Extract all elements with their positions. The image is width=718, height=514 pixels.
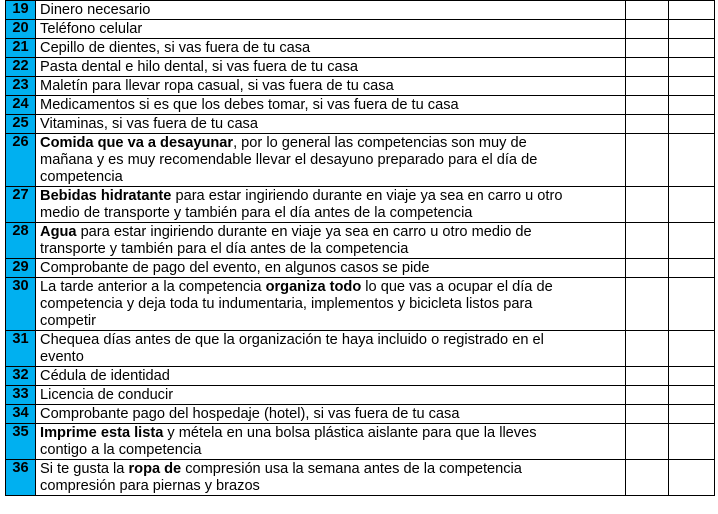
text-segment: Chequea días antes de que la organización te haya incluido o registrado en el <box>40 332 544 348</box>
item-number: 34 <box>6 405 36 424</box>
checklist-body <box>6 1 715 496</box>
table-row <box>6 1 715 20</box>
table-row <box>6 405 715 424</box>
check-cell[interactable] <box>625 405 668 424</box>
check-cell[interactable] <box>668 1 714 20</box>
bold-text: Agua <box>40 224 77 240</box>
item-description <box>36 386 626 405</box>
text-segment: Teléfono celular <box>40 21 143 37</box>
check-cell[interactable] <box>668 77 714 96</box>
check-cell[interactable] <box>625 115 668 134</box>
item-number: 30 <box>6 278 36 331</box>
item-number: 35 <box>6 424 36 460</box>
table-row <box>6 134 715 187</box>
text-segment: Cepillo de dientes, si vas fuera de tu casa <box>40 40 311 56</box>
table-row <box>6 386 715 405</box>
check-cell[interactable] <box>625 58 668 77</box>
table-row <box>6 424 715 460</box>
item-number: 31 <box>6 331 36 367</box>
check-cell[interactable] <box>668 20 714 39</box>
item-description <box>36 187 626 223</box>
text-segment: competencia y deja toda tu indumentaria, implementos y bicicleta listos para <box>40 296 533 312</box>
text-segment: para estar ingiriendo durante en viaje ya sea en carro u otro <box>171 188 563 204</box>
check-cell[interactable] <box>668 424 714 460</box>
bold-text: organiza todo <box>265 279 362 295</box>
item-number: 27 <box>6 187 36 223</box>
check-cell[interactable] <box>625 424 668 460</box>
check-cell[interactable] <box>668 39 714 58</box>
table-row <box>6 77 715 96</box>
item-description <box>36 1 626 20</box>
item-description <box>36 460 626 496</box>
text-segment: Si te gusta la <box>40 461 129 477</box>
check-cell[interactable] <box>668 386 714 405</box>
table-row <box>6 331 715 367</box>
check-cell[interactable] <box>625 460 668 496</box>
text-segment: Maletín para llevar ropa casual, si vas fuera de tu casa <box>40 78 394 94</box>
check-cell[interactable] <box>668 96 714 115</box>
bold-text: ropa de <box>128 461 182 477</box>
item-number: 22 <box>6 58 36 77</box>
item-number: 19 <box>6 1 36 20</box>
text-segment: contigo a la competencia <box>40 442 202 458</box>
check-cell[interactable] <box>625 39 668 58</box>
table-row <box>6 96 715 115</box>
text-segment: para estar ingiriendo durante en viaje ya sea en carro u otro medio de <box>76 224 532 240</box>
item-description <box>36 96 626 115</box>
check-cell[interactable] <box>625 278 668 331</box>
item-number: 28 <box>6 223 36 259</box>
text-segment: lo que vas a ocupar el día de <box>361 279 553 295</box>
check-cell[interactable] <box>668 223 714 259</box>
table-row <box>6 39 715 58</box>
text-segment: compresión para piernas y brazos <box>40 478 260 494</box>
item-description <box>36 223 626 259</box>
item-number: 24 <box>6 96 36 115</box>
item-number: 21 <box>6 39 36 58</box>
table-row <box>6 367 715 386</box>
text-segment: mañana y es muy recomendable llevar el desayuno preparado para el día de <box>40 152 538 168</box>
text-segment: competencia <box>40 169 123 185</box>
check-cell[interactable] <box>668 134 714 187</box>
table-row <box>6 460 715 496</box>
item-number: 20 <box>6 20 36 39</box>
item-number: 29 <box>6 259 36 278</box>
text-segment: compresión usa la semana antes de la competencia <box>181 461 522 477</box>
table-row <box>6 278 715 331</box>
table-row <box>6 187 715 223</box>
item-description <box>36 20 626 39</box>
check-cell[interactable] <box>668 187 714 223</box>
bold-text: Bebidas hidratante <box>40 188 172 204</box>
check-cell[interactable] <box>625 386 668 405</box>
item-number: 23 <box>6 77 36 96</box>
check-cell[interactable] <box>625 96 668 115</box>
item-description <box>36 115 626 134</box>
table-row <box>6 58 715 77</box>
check-cell[interactable] <box>625 331 668 367</box>
check-cell[interactable] <box>668 331 714 367</box>
item-number: 26 <box>6 134 36 187</box>
text-segment: Comprobante pago del hospedaje (hotel), si vas fuera de tu casa <box>40 406 460 422</box>
table-row <box>6 20 715 39</box>
item-number: 36 <box>6 460 36 496</box>
item-description <box>36 39 626 58</box>
text-segment: Medicamentos si es que los debes tomar, si vas fuera de tu casa <box>40 97 459 113</box>
check-cell[interactable] <box>668 405 714 424</box>
item-number: 25 <box>6 115 36 134</box>
check-cell[interactable] <box>625 367 668 386</box>
item-description <box>36 77 626 96</box>
item-description <box>36 134 626 187</box>
check-cell[interactable] <box>625 259 668 278</box>
item-description <box>36 405 626 424</box>
item-number: 32 <box>6 367 36 386</box>
check-cell[interactable] <box>668 58 714 77</box>
checklist-table <box>5 0 715 496</box>
text-segment: Vitaminas, si vas fuera de tu casa <box>40 116 258 132</box>
text-segment: evento <box>40 349 84 365</box>
item-description <box>36 331 626 367</box>
check-cell[interactable] <box>625 187 668 223</box>
table-row <box>6 115 715 134</box>
text-segment: transporte y también para el día antes de la competencia <box>40 241 409 257</box>
item-description <box>36 367 626 386</box>
text-segment: Pasta dental e hilo dental, si vas fuera de tu casa <box>40 59 359 75</box>
text-segment: Licencia de conducir <box>40 387 174 403</box>
text-segment: Cédula de identidad <box>40 368 170 384</box>
text-segment: La tarde anterior a la competencia <box>40 279 266 295</box>
check-cell[interactable] <box>668 367 714 386</box>
text-segment: competir <box>40 313 96 329</box>
item-description <box>36 278 626 331</box>
bold-text: Comida que va a desayunar <box>40 135 234 151</box>
item-description <box>36 424 626 460</box>
check-cell[interactable] <box>668 115 714 134</box>
text-segment: medio de transporte y también para el día antes de la competencia <box>40 205 473 221</box>
check-cell[interactable] <box>668 460 714 496</box>
text-segment: Dinero necesario <box>40 2 151 18</box>
item-description <box>36 259 626 278</box>
check-cell[interactable] <box>625 134 668 187</box>
table-row <box>6 259 715 278</box>
check-cell[interactable] <box>625 223 668 259</box>
item-description <box>36 58 626 77</box>
text-segment: y métela en una bolsa plástica aislante para que la lleves <box>163 425 537 441</box>
table-row <box>6 223 715 259</box>
check-cell[interactable] <box>668 259 714 278</box>
check-cell[interactable] <box>668 278 714 331</box>
check-cell[interactable] <box>625 77 668 96</box>
check-cell[interactable] <box>625 20 668 39</box>
bold-text: Imprime esta lista <box>40 425 164 441</box>
text-segment: Comprobante de pago del evento, en algunos casos se pide <box>40 260 430 276</box>
text-segment: , por lo general las competencias son muy de <box>233 135 527 151</box>
check-cell[interactable] <box>625 1 668 20</box>
item-number: 33 <box>6 386 36 405</box>
